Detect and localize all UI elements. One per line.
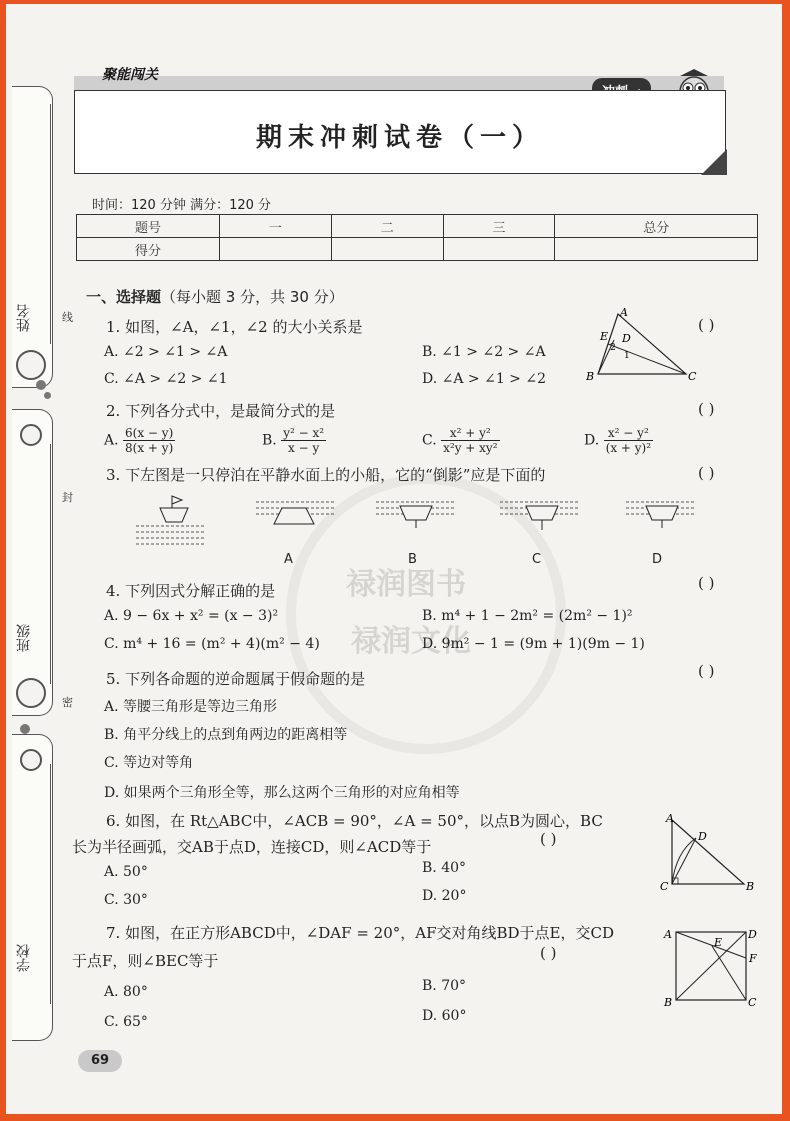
denominator: (x + y)² bbox=[605, 441, 652, 455]
q6-option-a[interactable]: A. 50° bbox=[104, 864, 148, 880]
q1-label-1: 1 bbox=[624, 351, 630, 361]
boat-option-b[interactable] bbox=[376, 502, 456, 528]
score-table bbox=[76, 214, 758, 261]
q6-label-a: A bbox=[666, 812, 674, 825]
q1-label-a: A bbox=[620, 306, 628, 319]
binding-segment-3 bbox=[12, 734, 53, 1041]
boat-label-b: B bbox=[408, 552, 417, 567]
q6-label-b: B bbox=[746, 880, 755, 893]
binding-segment-2 bbox=[12, 409, 53, 716]
q2-option-b[interactable] bbox=[262, 426, 326, 455]
fraction bbox=[123, 426, 175, 455]
q7-label-b: B bbox=[664, 996, 673, 1006]
q7-option-d[interactable]: D. 60° bbox=[422, 1008, 467, 1024]
answer-bracket[interactable]: ( ) bbox=[698, 662, 715, 680]
answer-bracket[interactable]: ( ) bbox=[698, 464, 715, 482]
q1-option-d[interactable]: D. ∠A > ∠1 > ∠2 bbox=[422, 371, 547, 387]
q7-option-a[interactable]: A. 80° bbox=[104, 984, 148, 1000]
q2-option-c[interactable] bbox=[422, 426, 500, 455]
boat-label-d: D bbox=[652, 552, 663, 567]
page-number: 69 bbox=[78, 1050, 122, 1072]
q6-option-c[interactable]: C. 30° bbox=[104, 892, 148, 908]
q4-option-d[interactable]: D. 9m² − 1 = (9m + 1)(9m − 1) bbox=[422, 636, 645, 652]
exam-meta: 时间：120 分钟 满分：120 分 bbox=[92, 198, 272, 213]
q7-label-a: A bbox=[664, 928, 672, 941]
fraction bbox=[281, 426, 326, 455]
q5-option-d[interactable]: D. 如果两个三角形全等，那么这两个三角形的对应角相等 bbox=[104, 785, 460, 801]
table-row bbox=[77, 215, 758, 238]
watermark-text-2: 禄润文化 bbox=[351, 624, 471, 659]
answer-bracket[interactable]: ( ) bbox=[698, 574, 715, 592]
q7-label-f: F bbox=[749, 952, 757, 965]
table-row bbox=[77, 238, 758, 261]
q7-option-c[interactable]: C. 65° bbox=[104, 1014, 148, 1030]
q1-label-d: D bbox=[622, 332, 631, 345]
decor-dot bbox=[36, 380, 46, 390]
decor-dot bbox=[20, 724, 30, 734]
cut-line-char: 线 bbox=[62, 311, 73, 324]
q1-option-c[interactable]: C. ∠A > ∠2 > ∠1 bbox=[104, 371, 228, 387]
numerator: 6(x − y) bbox=[125, 426, 174, 440]
option-letter: C. bbox=[422, 432, 437, 449]
q1-triangle-figure bbox=[586, 304, 706, 382]
question-5: 5. 下列各命题的逆命题属于假命题的是 bbox=[106, 670, 366, 688]
q1-label-2: 2 bbox=[610, 343, 616, 353]
fraction bbox=[441, 426, 499, 455]
q7-square-figure bbox=[660, 924, 760, 1006]
denominator: 8(x + y) bbox=[125, 441, 174, 455]
q1-label-c: C bbox=[688, 370, 697, 382]
table-cell: 一 bbox=[220, 215, 332, 238]
fraction bbox=[604, 426, 653, 455]
watermark-text-1: 禄润图书 bbox=[346, 567, 466, 602]
q1-option-b[interactable]: B. ∠1 > ∠2 > ∠A bbox=[422, 344, 546, 360]
denominator: x − y bbox=[288, 441, 320, 455]
q4-option-a[interactable]: A. 9 − 6x + x² = (x − 3)² bbox=[104, 608, 279, 624]
numerator: y² − x² bbox=[283, 426, 325, 440]
score-input[interactable] bbox=[555, 238, 758, 261]
original-boat bbox=[136, 496, 206, 544]
exam-page bbox=[6, 4, 782, 1114]
question-6-cont: 长为半径画弧，交AB于点D，连接CD，则∠ACD等于 bbox=[72, 838, 432, 856]
q1-option-a[interactable]: A. ∠2 > ∠1 > ∠A bbox=[104, 344, 228, 360]
table-cell: 二 bbox=[331, 215, 443, 238]
score-input[interactable] bbox=[443, 238, 555, 261]
q6-right-triangle-figure bbox=[656, 812, 756, 894]
q2-option-d[interactable] bbox=[584, 426, 653, 455]
q7-option-b[interactable]: B. 70° bbox=[422, 978, 467, 994]
binding-hole-4 bbox=[20, 749, 42, 771]
q6-option-b[interactable]: B. 40° bbox=[422, 860, 467, 876]
school-line bbox=[50, 764, 51, 1004]
q5-option-c[interactable]: C. 等边对等角 bbox=[104, 755, 194, 771]
section-heading bbox=[86, 286, 344, 307]
table-cell: 得分 bbox=[77, 238, 220, 261]
q5-option-a[interactable]: A. 等腰三角形是等边三角形 bbox=[104, 699, 278, 715]
q6-label-c: C bbox=[660, 880, 669, 893]
boat-option-d[interactable] bbox=[626, 502, 696, 528]
title-box bbox=[74, 90, 726, 174]
binding-hole-2 bbox=[20, 424, 42, 446]
name-line bbox=[50, 104, 51, 344]
boat-option-c[interactable] bbox=[500, 502, 580, 530]
option-letter: A. bbox=[104, 432, 119, 449]
answer-bracket[interactable]: ( ) bbox=[698, 316, 715, 334]
binding-hole-3 bbox=[16, 678, 46, 708]
question-1: 1. 如图，∠A，∠1，∠2 的大小关系是 bbox=[106, 318, 363, 336]
numerator: x² + y² bbox=[441, 426, 499, 441]
class-label: 班级 bbox=[16, 624, 32, 652]
boat-label-a: A bbox=[284, 552, 293, 567]
table-cell: 总分 bbox=[555, 215, 758, 238]
answer-bracket[interactable]: ( ) bbox=[540, 944, 557, 962]
table-cell: 三 bbox=[443, 215, 555, 238]
question-7: 7. 如图，在正方形ABCD中，∠DAF = 20°，AF交对角线BD于点E，交CD bbox=[106, 924, 614, 942]
cut-line-char: 密 bbox=[62, 696, 73, 709]
q6-option-d[interactable]: D. 20° bbox=[422, 888, 467, 904]
q7-label-c: C bbox=[748, 996, 757, 1006]
question-6: 6. 如图，在 Rt△ABC中，∠ACB = 90°，∠A = 50°，以点B为圆心，BC bbox=[106, 812, 603, 830]
name-label: 姓名 bbox=[16, 304, 32, 332]
q1-label-b: B bbox=[586, 370, 595, 382]
q2-option-a[interactable] bbox=[104, 426, 175, 455]
option-letter: B. bbox=[262, 432, 277, 449]
score-input[interactable] bbox=[220, 238, 332, 261]
decor-dot bbox=[44, 392, 51, 399]
question-4: 4. 下列因式分解正确的是 bbox=[106, 582, 276, 600]
q6-label-d: D bbox=[698, 830, 707, 843]
school-label: 学校 bbox=[16, 944, 32, 972]
answer-bracket[interactable]: ( ) bbox=[540, 830, 557, 848]
q5-option-b[interactable]: B. 角平分线上的点到角两边的距离相等 bbox=[104, 727, 348, 743]
q4-option-c[interactable]: C. m⁴ + 16 = (m² + 4)(m² − 4) bbox=[104, 636, 320, 652]
cut-line-char: 封 bbox=[62, 491, 73, 504]
section-note: （每小题 3 分，共 30 分） bbox=[161, 288, 344, 306]
page-title: 期末冲刺试卷（一） bbox=[255, 123, 544, 153]
numerator: x² − y² bbox=[604, 426, 653, 441]
boat-option-a[interactable] bbox=[256, 502, 336, 524]
boat-label-c: C bbox=[532, 552, 542, 567]
binding-segment-1 bbox=[12, 86, 53, 388]
q3-boats-figure bbox=[126, 492, 706, 548]
answer-bracket[interactable]: ( ) bbox=[698, 400, 715, 418]
q4-option-b[interactable]: B. m⁴ + 1 − 2m² = (2m² − 1)² bbox=[422, 608, 633, 624]
class-line bbox=[50, 444, 51, 684]
question-2: 2. 下列各分式中，是最简分式的是 bbox=[106, 402, 336, 420]
denominator: x²y + xy² bbox=[443, 441, 498, 455]
section-title: 一、选择题 bbox=[86, 288, 162, 306]
binding-hole-1 bbox=[16, 350, 46, 380]
question-7-cont: 于点F，则∠BEC等于 bbox=[72, 952, 219, 970]
q7-label-e: E bbox=[714, 936, 723, 949]
question-3: 3. 下左图是一只停泊在平静水面上的小船，它的“倒影”应是下面的 bbox=[106, 466, 546, 484]
score-input[interactable] bbox=[331, 238, 443, 261]
option-letter: D. bbox=[584, 432, 600, 449]
table-cell: 题号 bbox=[77, 215, 220, 238]
brand-logo: 聚能闯关 bbox=[102, 67, 158, 83]
q7-label-d: D bbox=[748, 928, 757, 941]
q1-label-e: E bbox=[600, 330, 609, 343]
